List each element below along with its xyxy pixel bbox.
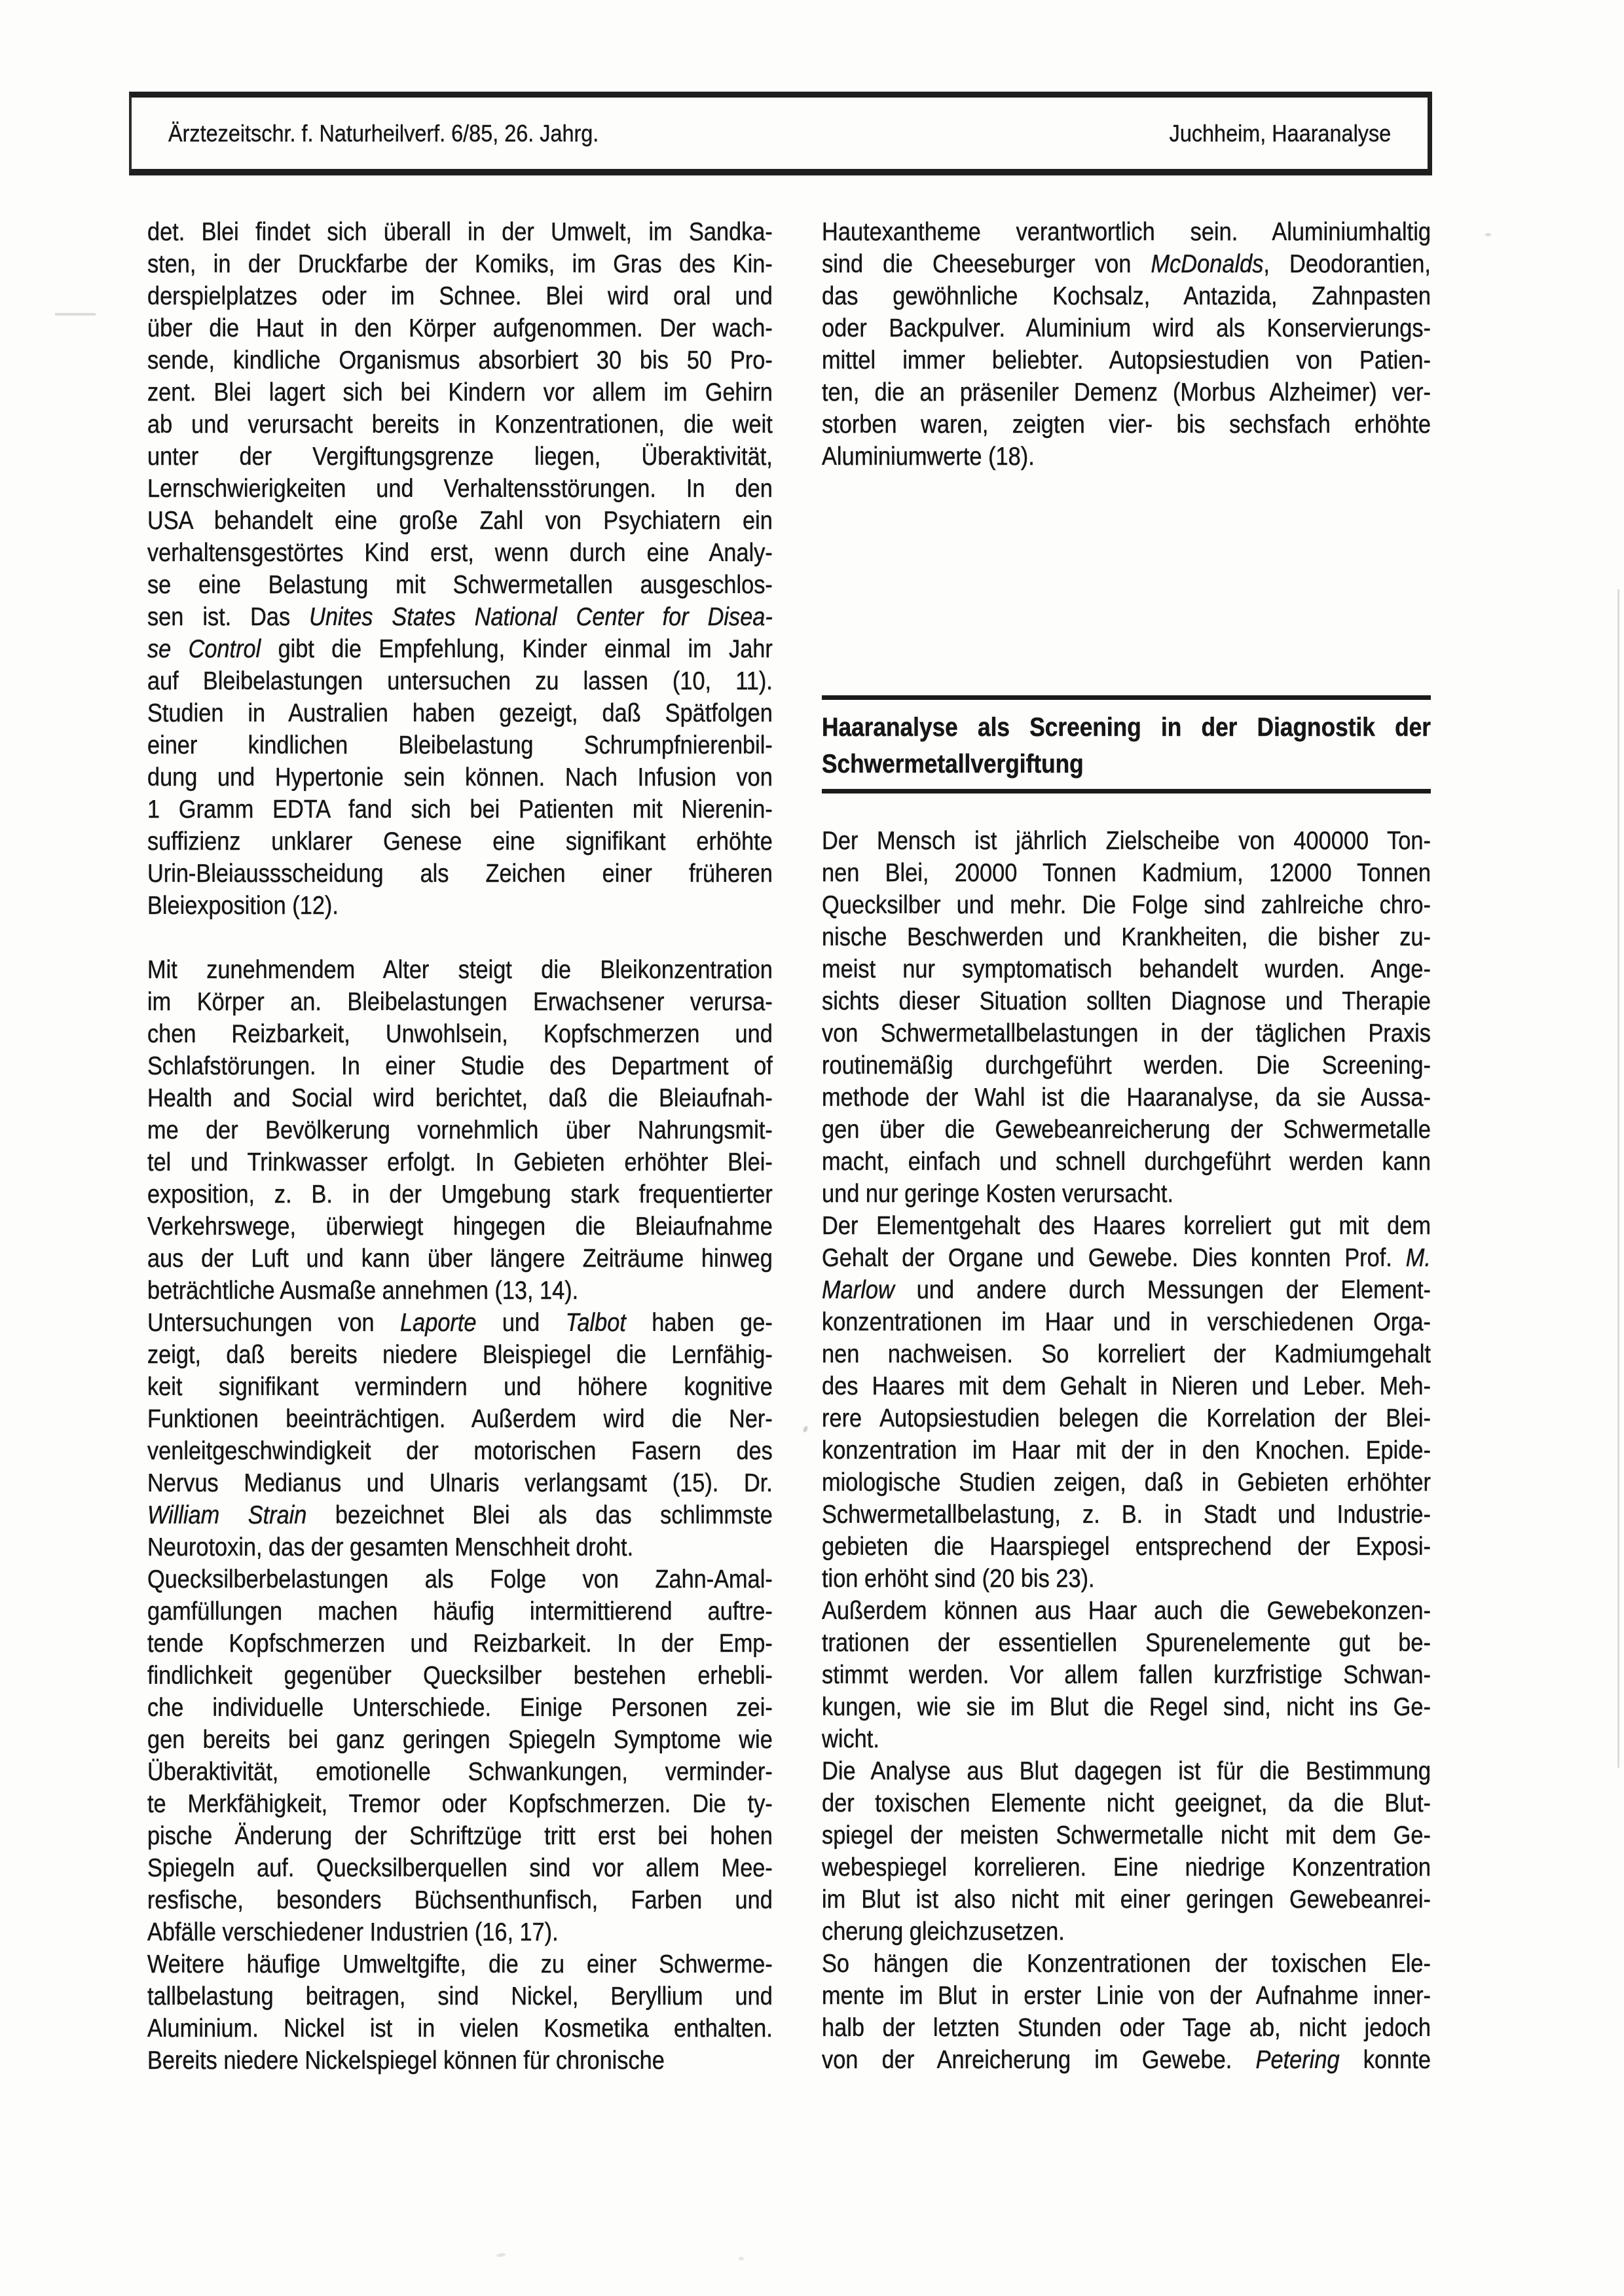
text-run: pische Änderung der Schriftzüge tritt erst bei hohen — [147, 1822, 773, 1850]
text-run: tende Kopfschmerzen und Reizbarkeit. In der Emp- — [147, 1630, 773, 1658]
text-line — [147, 1371, 773, 1403]
text-line — [822, 889, 1431, 921]
text-run: methode der Wahl ist die Haaranalyse, da sie Aussa- — [822, 1084, 1431, 1112]
text-line — [822, 1434, 1431, 1467]
text-line — [822, 1787, 1431, 1819]
text-run: So hängen die Konzentrationen der toxischen Ele- — [822, 1950, 1431, 1978]
text-line — [147, 729, 773, 761]
text-run: konnte — [1339, 2046, 1431, 2074]
text-run: im Körper an. Bleibelastungen Erwachsener verursa- — [147, 988, 773, 1016]
text-run: wicht. — [822, 1725, 879, 1753]
text-run: zeigt, daß bereits niedere Bleispiegel die Lernfähig- — [147, 1341, 773, 1369]
text-run: se eine Belastung mit Schwermetallen ausgeschlos- — [147, 571, 773, 599]
text-line — [147, 665, 773, 697]
text-line — [147, 601, 773, 633]
text-run: zent. Blei lagert sich bei Kindern vor allem im Gehirn — [147, 378, 773, 407]
text-line — [822, 1210, 1431, 1242]
text-line — [147, 826, 773, 858]
text-run: keit signifikant vermindern und höhere kognitive — [147, 1373, 773, 1401]
text-line — [147, 1018, 773, 1050]
scan-edge-line — [55, 313, 96, 316]
text-line — [147, 1948, 773, 1980]
text-run: Hautexantheme verantwortlich sein. Aluminiumhaltig — [822, 218, 1431, 246]
text-run: 1 Gramm EDTA fand sich bei Patienten mit Nierenin- — [147, 795, 773, 824]
left-column — [147, 216, 773, 2077]
text-run: suffizienz unklarer Genese eine signifikant erhöhte — [147, 828, 773, 856]
section-heading-block — [822, 695, 1431, 793]
text-line — [822, 312, 1431, 344]
text-run: von der Anreicherung im Gewebe. — [822, 2046, 1256, 2074]
text-line — [822, 1178, 1431, 1210]
text-run: te Merkfähigkeit, Tremor oder Kopfschmerzen. Die ty- — [147, 1790, 773, 1818]
text-line — [147, 1724, 773, 1756]
running-header — [129, 92, 1432, 175]
text-line — [147, 312, 773, 344]
text-line — [822, 344, 1431, 376]
text-run: kungen, wie sie im Blut die Regel sind, nicht ins Ge- — [822, 1693, 1431, 1721]
text-line — [822, 1338, 1431, 1370]
italic-text-run: Marlow — [822, 1276, 895, 1304]
text-run: gibt die Empfehlung, Kinder einmal im Jahr — [261, 635, 773, 663]
text-run: sind die Cheeseburger von — [822, 250, 1151, 278]
paragraph — [147, 1563, 773, 1948]
text-line — [822, 1146, 1431, 1178]
text-run: che individuelle Unterschiede. Einige Personen zei- — [147, 1694, 773, 1722]
text-run: exposition, z. B. in der Umgebung stark frequentierter — [147, 1180, 773, 1209]
text-run: routinemäßig durchgeführt werden. Die Screening- — [822, 1051, 1431, 1080]
text-line — [147, 1563, 773, 1595]
text-line — [147, 1788, 773, 1820]
text-line — [147, 2013, 773, 2045]
text-line — [822, 1948, 1431, 1980]
text-line — [822, 216, 1431, 248]
text-line — [822, 921, 1431, 953]
text-run: konzentrationen im Haar und in verschiedenen Orga- — [822, 1308, 1431, 1336]
text-run: von Schwermetallbelastungen in der täglichen Praxis — [822, 1019, 1431, 1048]
text-run: aus der Luft und kann über längere Zeiträume hinweg — [147, 1245, 773, 1273]
text-line — [147, 344, 773, 376]
text-line — [822, 1659, 1431, 1691]
text-line — [147, 1243, 773, 1275]
text-run: oder Backpulver. Aluminium wird als Konservierungs- — [822, 314, 1431, 342]
text-line — [822, 953, 1431, 985]
text-line — [822, 1531, 1431, 1563]
text-run: und andere durch Messungen der Element- — [894, 1276, 1431, 1304]
text-run: gen bereits bei ganz geringen Spiegeln Symptome wie — [147, 1726, 773, 1754]
text-run: Außerdem können aus Haar auch die Gewebekonzen- — [822, 1597, 1431, 1625]
text-run: Urin-Bleiaussscheidung als Zeichen einer früheren — [147, 860, 773, 888]
text-run: sten, in der Druckfarbe der Komiks, im Gras des Kin- — [147, 250, 773, 278]
text-line — [147, 986, 773, 1018]
text-run: unter der Vergiftungsgrenze liegen, Überaktivität, — [147, 443, 773, 471]
text-line — [147, 1595, 773, 1628]
text-run: Nervus Medianus und Ulnaris verlangsamt (15). Dr. — [147, 1469, 773, 1497]
text-run: Die Analyse aus Blut dagegen ist für die Bestimmung — [822, 1757, 1431, 1785]
text-line — [147, 697, 773, 729]
text-run: tel und Trinkwasser erfolgt. In Gebieten erhöhter Blei- — [147, 1148, 773, 1176]
text-line — [822, 1306, 1431, 1338]
text-run: ab und verursacht bereits in Konzentrationen, die weit — [147, 410, 773, 439]
text-line — [822, 1723, 1431, 1755]
text-line — [147, 1435, 773, 1467]
text-line — [147, 376, 773, 409]
text-run: Funktionen beeinträchtigen. Außerdem wird die Ner- — [147, 1405, 773, 1433]
italic-text-run: Unites States National Center for Disea- — [309, 603, 773, 631]
text-line — [147, 954, 773, 986]
text-run: mente im Blut in erster Linie von der Aufnahme inner- — [822, 1982, 1431, 2010]
text-run: Untersuchungen von — [147, 1309, 401, 1337]
article-author-reference: Juchheim, Haaranalyse — [1169, 119, 1391, 147]
text-line — [822, 1049, 1431, 1082]
text-run: haben ge- — [625, 1309, 773, 1337]
italic-text-run: M. — [1405, 1244, 1431, 1272]
text-run: sende, kindliche Organismus absorbiert 30 bis 50 Pro- — [147, 346, 773, 374]
text-line — [822, 1627, 1431, 1659]
text-run: Bereits niedere Nickelspiegel können für chronische — [147, 2047, 665, 2075]
text-line — [822, 2012, 1431, 2044]
text-line — [822, 2044, 1431, 2076]
text-run: Schlafstörungen. In einer Studie des Department of — [147, 1052, 773, 1080]
text-run: , Deodorantien, — [1263, 250, 1431, 278]
text-line — [147, 216, 773, 248]
paragraph — [822, 216, 1431, 473]
text-line — [147, 409, 773, 441]
italic-text-run: Laporte — [400, 1309, 477, 1337]
text-run: tion erhöht sind (20 bis 23). — [822, 1565, 1095, 1593]
text-run: nische Beschwerden und Krankheiten, die bisher zu- — [822, 923, 1431, 951]
text-run: USA behandelt eine große Zahl von Psychiatern ein — [147, 507, 773, 535]
text-run: det. Blei findet sich überall in der Umwelt, im Sandka- — [147, 218, 773, 246]
text-line — [822, 441, 1431, 473]
text-run: nen Blei, 20000 Tonnen Kadmium, 12000 Tonnen — [822, 859, 1431, 887]
text-run: konzentration im Haar mit der in den Knochen. Epide- — [822, 1436, 1431, 1465]
text-run: beträchtliche Ausmaße annehmen (13, 14). — [147, 1277, 579, 1305]
scan-edge-line — [1617, 589, 1619, 1768]
text-line — [147, 505, 773, 537]
text-run: bezeichnet Blei als das schlimmste — [306, 1501, 773, 1529]
text-run: das gewöhnliche Kochsalz, Antazida, Zahnpasten — [822, 282, 1431, 310]
text-run: Quecksilber und mehr. Die Folge sind zahlreiche chro- — [822, 891, 1431, 919]
text-line — [147, 793, 773, 826]
text-line — [822, 1274, 1431, 1306]
text-run: mittel immer beliebter. Autopsiestudien von Patien- — [822, 346, 1431, 374]
text-line — [147, 1692, 773, 1724]
text-line — [147, 1756, 773, 1788]
text-line — [822, 1499, 1431, 1531]
text-run: dung und Hypertonie sein können. Nach Infusion von — [147, 763, 773, 792]
text-run: gebieten die Haarspiegel entsprechend der Exposi- — [822, 1533, 1431, 1561]
text-line — [822, 1467, 1431, 1499]
text-run: Schwermetallbelastung, z. B. in Stadt und Industrie- — [822, 1501, 1431, 1529]
text-line — [822, 1402, 1431, 1434]
text-line — [147, 761, 773, 793]
text-line — [147, 2045, 773, 2077]
text-run: Weitere häufige Umweltgifte, die zu einer Schwerme- — [147, 1950, 773, 1978]
text-run: gen über die Gewebeanreicherung der Schwermetalle — [822, 1116, 1431, 1144]
text-run: Quecksilberbelastungen als Folge von Zahn-Amal- — [147, 1565, 773, 1594]
text-run: halb der letzten Stunden oder Tage ab, nicht jedoch — [822, 2014, 1431, 2042]
text-run: gamfüllungen machen häufig intermittierend auftre- — [147, 1597, 773, 1626]
paragraph — [147, 216, 773, 922]
text-run: Aluminium. Nickel ist in vielen Kosmetika enthalten. — [147, 2014, 773, 2043]
text-line — [147, 1211, 773, 1243]
text-line — [822, 1916, 1431, 1948]
text-line — [147, 280, 773, 312]
scan-speck — [802, 1425, 809, 1433]
text-line — [147, 858, 773, 890]
text-run: meist nur symptomatisch behandelt wurden. Ange- — [822, 955, 1431, 983]
text-run: Überaktivität, emotionelle Schwankungen, verminder- — [147, 1758, 773, 1786]
text-line — [147, 890, 773, 922]
text-run: stimmt werden. Vor allem fallen kurzfristige Schwan- — [822, 1661, 1431, 1689]
text-line — [147, 1916, 773, 1948]
text-run: spiegel der meisten Schwermetalle nicht mit dem Ge- — [822, 1821, 1431, 1850]
italic-text-run: se Control — [147, 635, 261, 663]
text-run: venleitgeschwindigkeit der motorischen Fasern des — [147, 1437, 773, 1465]
section-heading — [822, 709, 1431, 782]
paragraph — [822, 1595, 1431, 1755]
text-line — [822, 280, 1431, 312]
text-run: me der Bevölkerung vornehmlich über Nahrungsmit- — [147, 1116, 773, 1144]
text-run: verhaltensgestörtes Kind erst, wenn durch eine Analy- — [147, 539, 773, 567]
text-run: auf Bleibelastungen untersuchen zu lassen (10, 11). — [147, 667, 773, 695]
italic-text-run: McDonalds — [1151, 250, 1264, 278]
text-line — [822, 1595, 1431, 1627]
italic-text-run: Petering — [1255, 2046, 1340, 2074]
italic-text-run: William Strain — [147, 1501, 307, 1529]
text-run: webespiegel korrelieren. Eine niedrige Konzentration — [822, 1853, 1431, 1882]
text-line — [822, 1370, 1431, 1402]
text-run: tallbelastung beitragen, sind Nickel, Beryllium und — [147, 1982, 773, 2011]
text-run: findlichkeit gegenüber Quecksilber bestehen erhebli- — [147, 1662, 773, 1690]
text-run: Verkehrswege, überwiegt hingegen die Bleiaufnahme — [147, 1212, 773, 1241]
paragraph — [147, 954, 773, 1307]
text-line — [147, 248, 773, 280]
paragraph — [822, 1210, 1431, 1595]
text-line — [822, 409, 1431, 441]
text-line — [822, 1755, 1431, 1787]
text-run: und nur geringe Kosten verursacht. — [822, 1180, 1174, 1208]
text-line — [822, 1242, 1431, 1274]
text-run: trationen der essentiellen Spurenelemente gut be- — [822, 1629, 1431, 1657]
text-run: cherung gleichzusetzen. — [822, 1918, 1065, 1946]
text-line — [822, 1851, 1431, 1884]
text-run: resfische, besonders Büchsenthunfisch, Farben und — [147, 1886, 773, 1914]
text-line — [147, 537, 773, 569]
text-line — [822, 1691, 1431, 1723]
text-run: macht, einfach und schnell durchgeführt werden kann — [822, 1148, 1431, 1176]
text-run: sen ist. Das — [147, 603, 310, 631]
text-run: Mit zunehmendem Alter steigt die Bleikonzentration — [147, 956, 773, 984]
right-column-text — [822, 216, 1431, 2076]
text-run: einer kindlichen Bleibelastung Schrumpfnierenbil- — [147, 731, 773, 759]
text-run: des Haares mit dem Gehalt in Nieren und Leber. Meh- — [822, 1372, 1431, 1400]
text-line — [822, 376, 1431, 409]
paragraph — [822, 825, 1431, 1210]
text-line — [822, 857, 1431, 889]
heading-line: Haaranalyse als Screening in der Diagnostik der — [822, 713, 1431, 742]
text-line — [822, 1884, 1431, 1916]
right-column — [822, 216, 1431, 2076]
text-run: Spiegeln auf. Quecksilberquellen sind vor allem Mee- — [147, 1854, 773, 1882]
text-line — [147, 473, 773, 505]
text-run: Health and Social wird berichtet, daß die Bleiaufnah- — [147, 1084, 773, 1112]
text-line — [822, 1980, 1431, 2012]
heading-rule-top — [822, 695, 1431, 700]
text-run: Lernschwierigkeiten und Verhaltensstörungen. In den — [147, 475, 773, 503]
text-run: der toxischen Elemente nicht geeignet, da die Blut- — [822, 1789, 1431, 1817]
text-line — [147, 1820, 773, 1852]
text-run: Der Elementgehalt des Haares korreliert gut mit dem — [822, 1212, 1431, 1240]
text-run: rere Autopsiestudien belegen die Korrelation der Blei- — [822, 1404, 1431, 1432]
text-line — [147, 1660, 773, 1692]
text-run: Der Mensch ist jährlich Zielscheibe von 400000 Ton- — [822, 827, 1431, 855]
text-line — [822, 1114, 1431, 1146]
text-run: ten, die an präseniler Demenz (Morbus Alzheimer) ver- — [822, 378, 1431, 407]
text-run: Gehalt der Organe und Gewebe. Dies konnten Prof. — [822, 1244, 1406, 1272]
text-run: chen Reizbarkeit, Unwohlsein, Kopfschmerzen und — [147, 1020, 773, 1048]
text-line — [822, 985, 1431, 1017]
text-line — [147, 1884, 773, 1916]
paragraph — [147, 1307, 773, 1563]
left-column-text — [147, 216, 773, 2077]
text-line — [822, 248, 1431, 280]
italic-text-run: Talbot — [565, 1309, 626, 1337]
text-line — [147, 1467, 773, 1499]
text-line — [822, 1563, 1431, 1595]
text-run: derspielplatzes oder im Schnee. Blei wird oral und — [147, 282, 773, 310]
text-run: miologische Studien zeigen, daß in Gebieten erhöhter — [822, 1468, 1431, 1497]
text-line — [147, 1499, 773, 1531]
text-line — [147, 1980, 773, 2013]
text-line — [147, 569, 773, 601]
text-line — [822, 1082, 1431, 1114]
journal-reference: Ärztezeitschr. f. Naturheilverf. 6/85, 26. Jahrg. — [168, 119, 599, 147]
text-run: und — [476, 1309, 566, 1337]
text-line — [147, 441, 773, 473]
text-line — [822, 1819, 1431, 1851]
text-line — [147, 1307, 773, 1339]
text-run: Bleiexposition (12). — [147, 892, 339, 920]
heading-line: Schwermetallvergiftung — [822, 750, 1084, 778]
text-run: Studien in Australien haben gezeigt, daß Spätfolgen — [147, 699, 773, 727]
scan-speck — [496, 2253, 506, 2257]
text-line — [147, 633, 773, 665]
heading-rule-bottom — [822, 789, 1431, 793]
text-line — [147, 1178, 773, 1211]
scan-speck — [1485, 233, 1491, 236]
scan-speck — [739, 2257, 744, 2261]
text-line — [147, 1050, 773, 1082]
text-run: über die Haut in den Körper aufgenommen. Der wach- — [147, 314, 773, 342]
text-line — [147, 1275, 773, 1307]
text-line — [147, 1114, 773, 1146]
text-line — [822, 1017, 1431, 1049]
text-line — [147, 1852, 773, 1884]
paragraph — [822, 1755, 1431, 1948]
text-run: sichts dieser Situation sollten Diagnose und Therapie — [822, 987, 1431, 1015]
text-line — [147, 1082, 773, 1114]
text-line — [147, 1628, 773, 1660]
text-run: nen nachweisen. So korreliert der Kadmiumgehalt — [822, 1340, 1431, 1368]
text-run: im Blut ist also nicht mit einer geringen Gewebeanrei- — [822, 1886, 1431, 1914]
paragraph — [822, 1948, 1431, 2076]
text-line — [147, 1403, 773, 1435]
text-run: Abfälle verschiedener Industrien (16, 17). — [147, 1918, 559, 1946]
text-line — [147, 1339, 773, 1371]
text-run: Neurotoxin, das der gesamten Menschheit droht. — [147, 1533, 634, 1561]
paragraph — [147, 1948, 773, 2077]
text-line — [147, 1531, 773, 1563]
text-run: Aluminiumwerte (18). — [822, 443, 1035, 471]
text-run: storben waren, zeigten vier- bis sechsfach erhöhte — [822, 410, 1431, 439]
text-line — [822, 825, 1431, 857]
text-line — [147, 1146, 773, 1178]
